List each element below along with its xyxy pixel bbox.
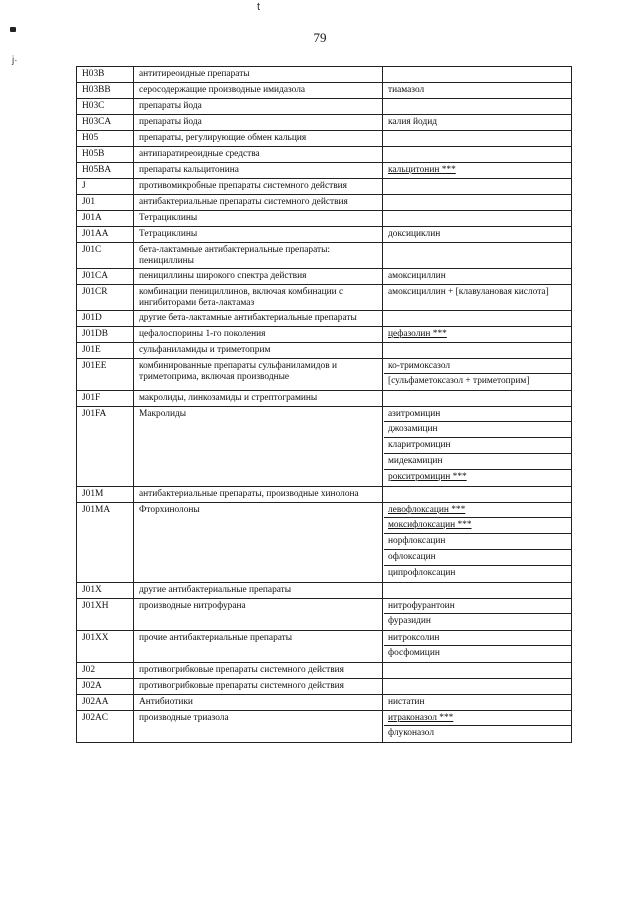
drug-name: цефазолин ***	[388, 329, 447, 339]
drug-cell	[383, 487, 572, 503]
group-name-cell: Макролиды	[134, 407, 383, 487]
drug-name: нитроксолин	[388, 633, 440, 643]
drug-name: офлоксацин	[384, 549, 571, 565]
drug-name: рокситромицин ***	[384, 469, 571, 485]
table-row	[77, 195, 572, 211]
atc-code-cell: J01AA	[77, 227, 134, 243]
drug-cell	[383, 631, 572, 663]
group-name-cell: препараты йода	[134, 99, 383, 115]
atc-code-cell: J01XX	[77, 631, 134, 663]
atc-code-cell: H03BB	[77, 83, 134, 99]
drug-cell	[383, 211, 572, 227]
drug-name: моксифлоксацин ***	[384, 517, 571, 533]
group-name-cell: другие антибактериальные препараты	[134, 583, 383, 599]
drug-cell	[383, 695, 572, 711]
table-row	[77, 211, 572, 227]
drug-cell	[383, 583, 572, 599]
drug-name: тиамазол	[388, 85, 425, 95]
drug-name: азитромицин	[388, 409, 441, 419]
drug-cell	[383, 147, 572, 163]
drug-name: норфлоксацин	[384, 533, 571, 549]
drug-name: доксициклин	[388, 229, 441, 239]
atc-code-cell: J01X	[77, 583, 134, 599]
drug-cell	[383, 99, 572, 115]
table-row	[77, 487, 572, 503]
table-row	[77, 631, 572, 663]
drug-cell	[383, 679, 572, 695]
drug-cell	[383, 83, 572, 99]
drug-cell	[383, 359, 572, 391]
atc-code-cell: H05B	[77, 147, 134, 163]
atc-code-cell: J	[77, 179, 134, 195]
drug-cell	[383, 599, 572, 631]
atc-code-cell: J01FA	[77, 407, 134, 487]
table-row	[77, 663, 572, 679]
table-row	[77, 679, 572, 695]
drug-name: итраконазол ***	[388, 713, 454, 723]
drug-cell	[383, 503, 572, 583]
table-row	[77, 179, 572, 195]
table-row	[77, 67, 572, 83]
table-row	[77, 327, 572, 343]
drug-cell	[383, 179, 572, 195]
drug-cell	[383, 285, 572, 311]
table-row	[77, 343, 572, 359]
drug-name: амоксициллин	[388, 271, 446, 281]
table-row	[77, 99, 572, 115]
atc-code-cell: J01	[77, 195, 134, 211]
drug-cell	[383, 67, 572, 83]
group-name-cell: сульфаниламиды и триметоприм	[134, 343, 383, 359]
atc-code-cell: J01DB	[77, 327, 134, 343]
top-scan-mark: t	[257, 1, 261, 13]
drug-cell	[383, 115, 572, 131]
table-row	[77, 243, 572, 269]
drug-name: нитрофурантоин	[388, 601, 455, 611]
drug-cell	[383, 269, 572, 285]
drug-cell	[383, 243, 572, 269]
group-name-cell: производные нитрофурана	[134, 599, 383, 631]
table-row	[77, 285, 572, 311]
drug-cell	[383, 407, 572, 487]
drug-cell	[383, 711, 572, 743]
drug-name: ципрофлоксацин	[384, 565, 571, 581]
atc-code-cell: J01EE	[77, 359, 134, 391]
atc-code-cell: H05BA	[77, 163, 134, 179]
atc-code-cell: H05	[77, 131, 134, 147]
group-name-cell: противогрибковые препараты системного действия	[134, 663, 383, 679]
group-name-cell: Тетрациклины	[134, 211, 383, 227]
table-row	[77, 83, 572, 99]
table-row	[77, 269, 572, 285]
drug-name: мидекамицин	[384, 453, 571, 469]
atc-code-cell: J01XH	[77, 599, 134, 631]
drug-name: флуконазол	[384, 725, 571, 741]
group-name-cell: Тетрациклины	[134, 227, 383, 243]
drug-cell	[383, 663, 572, 679]
drug-cell	[383, 327, 572, 343]
table-row	[77, 163, 572, 179]
group-name-cell: пенициллины широкого спектра действия	[134, 269, 383, 285]
drug-name: ко-тримоксазол	[388, 361, 451, 371]
drug-name: фосфомицин	[384, 645, 571, 661]
atc-code-cell: H03B	[77, 67, 134, 83]
group-name-cell: прочие антибактериальные препараты	[134, 631, 383, 663]
atc-code-cell: J02AC	[77, 711, 134, 743]
drug-name: [сульфаметоксазол + триметоприм]	[384, 373, 571, 389]
drug-cell	[383, 311, 572, 327]
group-name-cell: Антибиотики	[134, 695, 383, 711]
drug-name: левофлоксацин ***	[388, 505, 466, 515]
table-row	[77, 227, 572, 243]
group-name-cell: антитиреоидные препараты	[134, 67, 383, 83]
group-name-cell: комбинации пенициллинов, включая комбинации с ингибиторами бета-лактамаз	[134, 285, 383, 311]
group-name-cell: бета-лактамные антибактериальные препараты: пенициллины	[134, 243, 383, 269]
atc-code-cell: J01MA	[77, 503, 134, 583]
drug-name: кальцитонин ***	[388, 165, 456, 175]
atc-code-cell: J01F	[77, 391, 134, 407]
table-row	[77, 583, 572, 599]
atc-code-cell: J01CR	[77, 285, 134, 311]
group-name-cell: антибактериальные препараты системного действия	[134, 195, 383, 211]
drug-name: калия йодид	[388, 117, 437, 127]
group-name-cell: препараты кальцитонина	[134, 163, 383, 179]
table-row	[77, 695, 572, 711]
group-name-cell: цефалоспорины 1-го поколения	[134, 327, 383, 343]
drug-cell	[383, 343, 572, 359]
atc-code-cell: J01D	[77, 311, 134, 327]
atc-code-cell: J01C	[77, 243, 134, 269]
table-row	[77, 131, 572, 147]
drug-name: амоксициллин + [клавулановая кислота]	[388, 287, 549, 297]
table-row	[77, 391, 572, 407]
group-name-cell: противогрибковые препараты системного действия	[134, 679, 383, 695]
atc-code-cell: H03C	[77, 99, 134, 115]
group-name-cell: другие бета-лактамные антибактериальные препараты	[134, 311, 383, 327]
page-number: 79	[313, 30, 327, 45]
group-name-cell: антибактериальные препараты, производные хинолона	[134, 487, 383, 503]
table-row	[77, 311, 572, 327]
drug-name: джозамицин	[384, 421, 571, 437]
table-row	[77, 407, 572, 487]
group-name-cell: производные триазола	[134, 711, 383, 743]
drug-name: кларитромицин	[384, 437, 571, 453]
drug-cell	[383, 195, 572, 211]
drug-cell	[383, 227, 572, 243]
table-body	[77, 67, 572, 743]
drug-classification-table	[76, 66, 572, 743]
table-row	[77, 711, 572, 743]
table-row	[77, 503, 572, 583]
table-row	[77, 115, 572, 131]
side-scan-mark: ј·	[12, 55, 18, 66]
atc-code-cell: J02AA	[77, 695, 134, 711]
drug-cell	[383, 163, 572, 179]
group-name-cell: серосодержащие производные имидазола	[134, 83, 383, 99]
atc-code-cell: J01E	[77, 343, 134, 359]
group-name-cell: антипаратиреоидные средства	[134, 147, 383, 163]
atc-code-cell: J01CA	[77, 269, 134, 285]
group-name-cell: препараты, регулирующие обмен кальция	[134, 131, 383, 147]
atc-code-cell: J01M	[77, 487, 134, 503]
atc-code-cell: J02	[77, 663, 134, 679]
atc-code-cell: J01A	[77, 211, 134, 227]
table-row	[77, 359, 572, 391]
drug-cell	[383, 131, 572, 147]
group-name-cell: Фторхинолоны	[134, 503, 383, 583]
group-name-cell: противомикробные препараты системного действия	[134, 179, 383, 195]
group-name-cell: препараты йода	[134, 115, 383, 131]
drug-cell	[383, 391, 572, 407]
drug-name: нистатин	[388, 697, 425, 707]
atc-code-cell: J02A	[77, 679, 134, 695]
table-row	[77, 147, 572, 163]
drug-name: фуразидин	[384, 613, 571, 629]
atc-code-cell: H03CA	[77, 115, 134, 131]
table-row	[77, 599, 572, 631]
group-name-cell: макролиды, линкозамиды и стрептограмины	[134, 391, 383, 407]
group-name-cell: комбинированные препараты сульфаниламидов и триметоприма, включая производные	[134, 359, 383, 391]
